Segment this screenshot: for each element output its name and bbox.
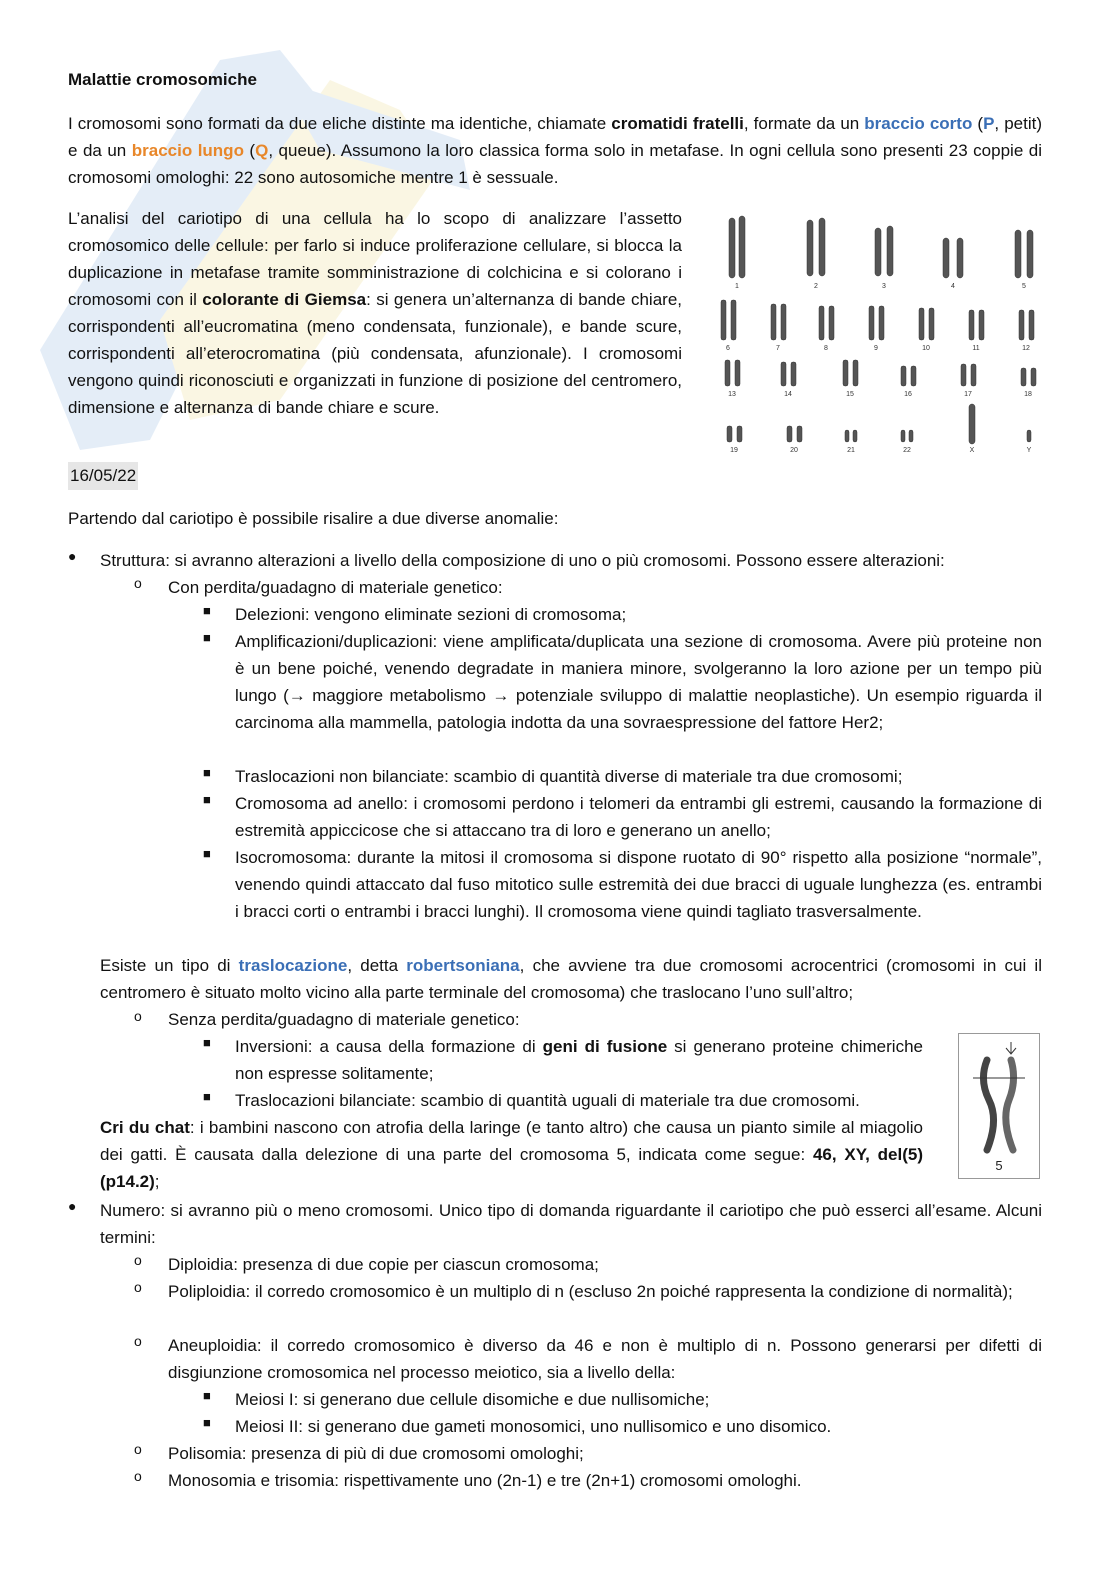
bullet-square-icon: ■ (203, 1388, 211, 1403)
karyo-label: 13 (728, 391, 736, 398)
struttura-heading: Struttura: si avranno alterazioni a livello della composizione di uno o più cromosomi. Possono essere alterazioni: (100, 551, 945, 570)
date-highlight: 16/05/22 (68, 462, 138, 490)
karyo-label: X (969, 447, 975, 454)
karyo-label: 10 (922, 345, 930, 352)
numero-heading: Numero: si avranno più o meno cromosomi. Unico tipo di domanda riguardante il cariotipo che può esserci all’esame. Alcuni termini: (100, 1201, 1042, 1247)
karyo-label: 3 (882, 283, 886, 290)
list-item: Poliploidia: il corredo cromosomico è un multiplo di n (escluso 2n poiché rappresenta la condizione di normalità); (168, 1282, 1013, 1301)
list-item: Traslocazioni non bilanciate: scambio di quantità diverse di materiale tra due cromosomi; (235, 767, 903, 786)
robertsoniana-paragraph: Esiste un tipo di traslocazione, detta robertsoniana, che avviene tra due cromosomi acrocentrici (cromosomi in cui il centromero è situato molto vicino alla parte terminale del cromosoma) che traslocano l’uno sull’altro; (100, 956, 1042, 1002)
karyo-label: 14 (784, 391, 792, 398)
bullet-circle-icon: o (134, 1468, 142, 1484)
list-item: Delezioni: vengono eliminate sezioni di cromosoma; (235, 605, 627, 624)
bullet-square-icon: ■ (203, 630, 211, 645)
list-item-inversioni: Inversioni: a causa della formazione di geni di fusione si generano proteine chimeriche non espresse solitamente; (235, 1037, 923, 1083)
bullet-circle-icon: o (134, 1441, 142, 1457)
karyo-label: 7 (776, 345, 780, 352)
bullet-square-icon: ■ (203, 603, 211, 618)
karyo-label: 8 (824, 345, 828, 352)
bullet-square-icon: ■ (203, 846, 211, 861)
list-item: Meiosi II: si generano due gameti monosomici, uno nullisomico e uno disomico. (235, 1417, 832, 1436)
bullet-circle-icon: o (134, 1333, 142, 1349)
karyo-label: Y (1026, 447, 1032, 454)
karyo-label: 20 (790, 447, 798, 454)
karyo-label: 4 (951, 283, 955, 290)
figure-label: 5 (995, 1158, 1003, 1173)
bullet-square-icon: ■ (203, 1035, 211, 1050)
karyo-label: 9 (874, 345, 878, 352)
karyo-label: 21 (847, 447, 855, 454)
karyo-label: 11 (972, 345, 980, 352)
cri-du-chat-paragraph: Cri du chat: i bambini nascono con atrofia della laringe (e tanto altro) che causa un pianto simile al miagolio dei gatti. È causata dalla delezione di una parte del cromosoma 5, indicata come segue: 46, XY, del(5)(p14.2); (100, 1118, 924, 1191)
karyo-label: 12 (1022, 345, 1030, 352)
karyo-label: 2 (814, 283, 818, 290)
list-item: Meiosi I: si generano due cellule disomiche e due nullisomiche; (235, 1390, 710, 1409)
karyo-label: 15 (846, 391, 854, 398)
karyo-label: 16 (904, 391, 912, 398)
list-item: Traslocazioni bilanciate: scambio di quantità uguali di materiale tra due cromosomi. (235, 1091, 860, 1110)
list-item: Aneuploidia: il corredo cromosomico è diverso da 46 e non è multiplo di n. Possono generarsi per difetti di disgiunzione cromosomica nel processo meiotico, sia a livello della: (168, 1336, 1042, 1382)
intro-paragraph: I cromosomi sono formati da due eliche distinte ma identiche, chiamate cromatidi fratelli, formate da un braccio corto (P, petit) e da un braccio lungo (Q, queue). Assumono la loro classica forma solo in metafase. In ogni cellula sono presenti 23 coppie di cromosomi omologhi: 22 sono autosomiche mentre 1 è sessuale. (68, 114, 1042, 187)
karyo-label: 17 (964, 391, 972, 398)
bullet-circle-icon: o (134, 575, 142, 591)
list-item: Diploidia: presenza di due copie per ciascun cromosoma; (168, 1255, 599, 1274)
karyotype-image (715, 208, 1043, 456)
bullet-square-icon: ■ (203, 1089, 211, 1104)
karyo-label: 6 (726, 345, 730, 352)
bullet-square-icon: ■ (203, 1415, 211, 1430)
bullet-dot-icon: ● (68, 548, 77, 564)
list-item: Amplificazioni/duplicazioni: viene amplificata/duplicata una sezione di cromosoma. Avere più proteine non è un bene poiché, venendo degradate in maniera minore, svolgeranno la loro azione per un tempo più lungo (→ maggiore metabolismo → potenziale sviluppo di malattie neoplastiche). Un esempio riguarda il carcinoma alla mammella, patologia indotta da una sovraespressione del fattore Her2; (235, 632, 1042, 732)
bullet-circle-icon: o (134, 1252, 142, 1268)
karyo-label: 5 (1022, 283, 1026, 290)
page-title: Malattie cromosomiche (68, 70, 257, 89)
karyo-label: 19 (730, 447, 738, 454)
list-item: Isocromosoma: durante la mitosi il cromosoma si dispone ruotato di 90° rispetto alla posizione “normale”, venendo quindi attaccato dal fuso mitotico sulle estremità dei due bracci di uguale lunghezza (es. entrambi i bracci corti o entrambi i bracci lunghi). Il cromosoma viene quindi tagliato trasversalmente. (235, 848, 1042, 921)
karyo-label: 18 (1024, 391, 1032, 398)
bullet-circle-icon: o (134, 1279, 142, 1295)
senza-perdita-heading: Senza perdita/guadagno di materiale genetico: (168, 1010, 520, 1029)
bullet-circle-icon: o (134, 1008, 142, 1024)
bullet-square-icon: ■ (203, 765, 211, 780)
list-item: Polisomia: presenza di più di due cromosomi omologhi; (168, 1444, 584, 1463)
anomalies-intro: Partendo dal cariotipo è possibile risalire a due diverse anomalie: (68, 509, 559, 528)
karyo-label: 1 (735, 283, 739, 290)
con-perdita-heading: Con perdita/guadagno di materiale genetico: (168, 578, 503, 597)
bullet-dot-icon: ● (68, 1198, 77, 1214)
list-item: Cromosoma ad anello: i cromosomi perdono i telomeri da entrambi gli estremi, causando la formazione di estremità appiccicose che si attaccano tra di loro e generano un anello; (235, 794, 1042, 840)
karyo-label: 22 (903, 447, 911, 454)
list-item: Monosomia e trisomia: rispettivamente uno (2n-1) e tre (2n+1) cromosomi omologhi. (168, 1471, 802, 1490)
analysis-paragraph: L’analisi del cariotipo di una cellula ha lo scopo di analizzare l’assetto cromosomico delle cellule: per farlo si induce proliferazione cellulare, si blocca la duplicazione in metafase tramite somministrazione di colchicina e si colorano i cromosomi con il colorante di Giemsa: si genera un’alternanza di bande chiare, corrispondenti all’eucromatina (meno condensata, funzionale), e bande scure, corrispondenti all’eterocromatina (più condensata, afunzionale). I cromosomi vengono quindi riconosciuti e organizzati in funzione di posizione del centromero, dimensione e alternanza di bande chiare e scure. (68, 209, 682, 417)
chromosome-5-figure (958, 1033, 1040, 1179)
bullet-square-icon: ■ (203, 792, 211, 807)
